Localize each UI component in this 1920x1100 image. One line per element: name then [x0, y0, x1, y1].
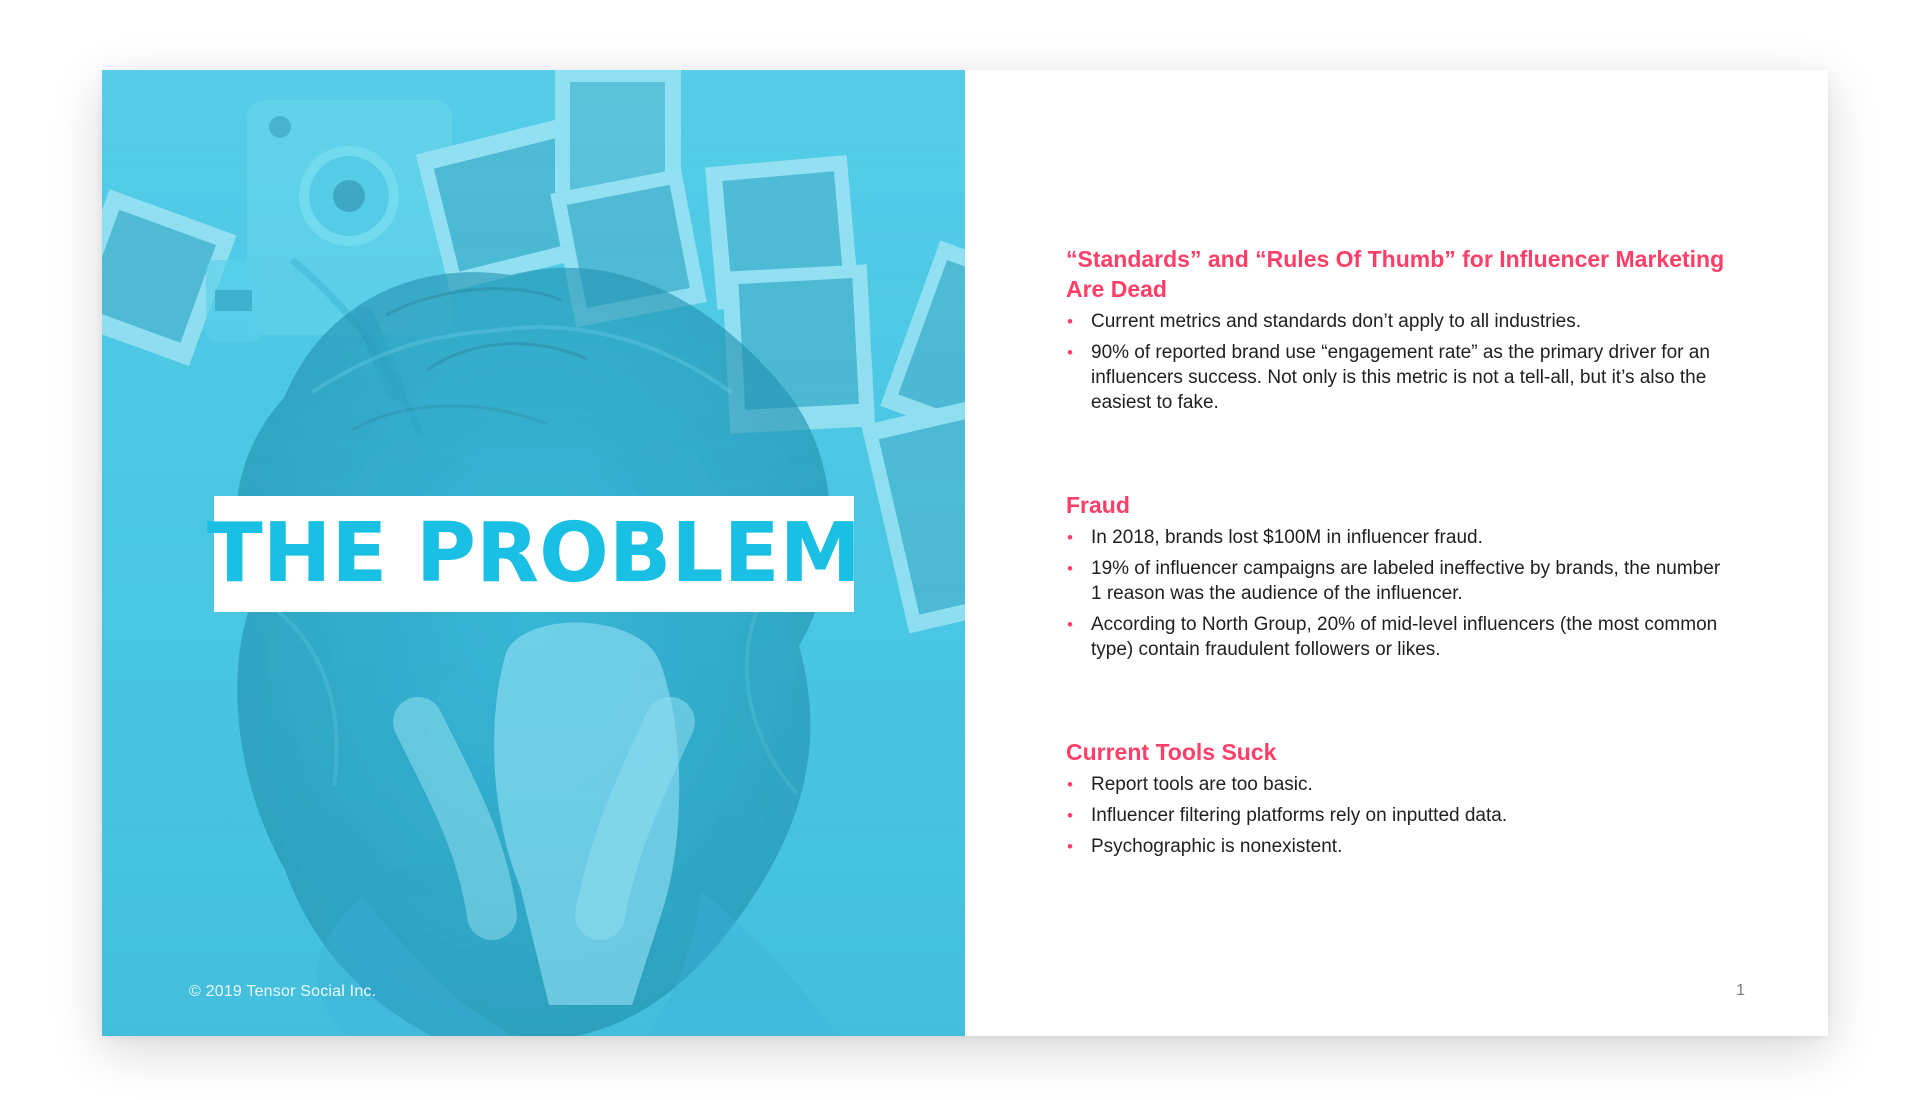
section-standards — [1066, 244, 1726, 421]
bullet-dot-icon: • — [1067, 837, 1073, 856]
bullet-dot-icon: • — [1067, 343, 1073, 362]
section-title: Fraud — [1066, 492, 1130, 518]
bullet-text: 90% of reported brand use “engagement rate” as the primary driver for an influencers success. Not only is this metric is not a tell-all, but it’s also the easiest to fake. — [1091, 342, 1710, 413]
bullet-item — [1066, 803, 1726, 828]
slide-right-panel — [965, 70, 1828, 1036]
bullet-dot-icon: • — [1067, 312, 1073, 331]
copyright-text: © 2019 Tensor Social Inc. — [189, 983, 377, 1000]
bullet-item — [1066, 772, 1726, 797]
bullet-text: In 2018, brands lost $100M in influencer fraud. — [1091, 527, 1483, 548]
slide — [102, 70, 1828, 1036]
bullet-list — [1066, 309, 1726, 415]
page-number: 1 — [1736, 982, 1745, 999]
bullet-dot-icon: • — [1067, 559, 1073, 578]
section-current-tools — [1066, 737, 1726, 865]
bullet-item — [1066, 834, 1726, 859]
section-title: Current Tools Suck — [1066, 739, 1277, 765]
bullet-dot-icon: • — [1067, 528, 1073, 547]
slide-left-panel — [102, 70, 965, 1036]
bullet-text: Current metrics and standards don’t apply to all industries. — [1091, 311, 1582, 332]
bullet-item — [1066, 525, 1726, 550]
title-box — [206, 496, 862, 612]
section-fraud — [1066, 490, 1726, 668]
bullet-item — [1066, 309, 1726, 334]
bullet-dot-icon: • — [1067, 615, 1073, 634]
bullet-dot-icon: • — [1067, 775, 1073, 794]
bullet-text: Influencer filtering platforms rely on inputted data. — [1091, 805, 1508, 826]
slide-title: THE PROBLEM — [206, 506, 862, 601]
bullet-text: 19% of influencer campaigns are labeled ineffective by brands, the number 1 reason was the audience of the influencer. — [1091, 558, 1721, 604]
bullet-item — [1066, 340, 1726, 415]
bullet-item — [1066, 612, 1726, 662]
bullet-text: Report tools are too basic. — [1091, 774, 1313, 795]
bullet-list — [1066, 772, 1726, 859]
bullet-item — [1066, 556, 1726, 606]
bullet-text: According to North Group, 20% of mid-level influencers (the most common type) contain fraudulent followers or likes. — [1091, 614, 1718, 660]
bullet-list — [1066, 525, 1726, 662]
bullet-text: Psychographic is nonexistent. — [1091, 836, 1343, 857]
section-title: “Standards” and “Rules Of Thumb” for Influencer Marketing Are Dead — [1066, 246, 1725, 302]
bullet-dot-icon: • — [1067, 806, 1073, 825]
